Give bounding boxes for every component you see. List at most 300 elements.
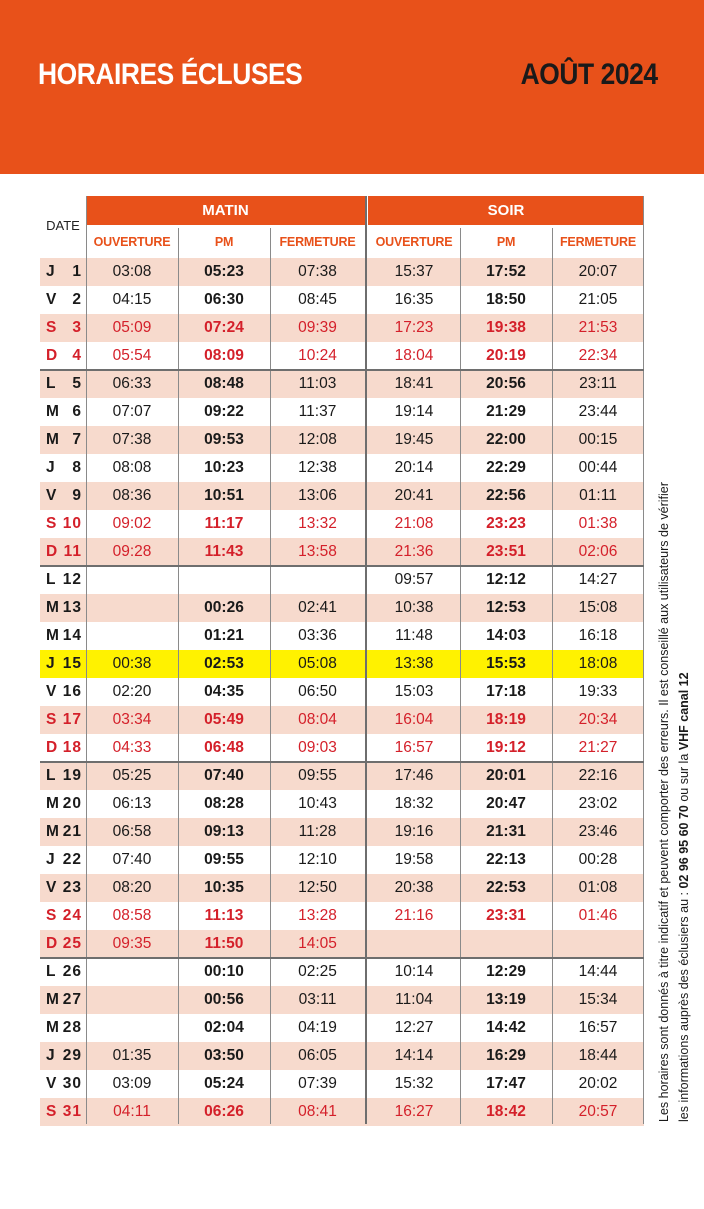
time-cell: 09:35 <box>112 935 152 952</box>
time-cell: 08:41 <box>298 1103 337 1120</box>
time-cell <box>86 594 178 622</box>
table-row <box>40 1042 644 1070</box>
week-separator <box>40 761 644 763</box>
time-cell: 15:32 <box>394 1075 434 1092</box>
time-cell: 04:19 <box>298 1019 337 1036</box>
time-cell <box>86 958 178 986</box>
time-cell: 20:07 <box>578 263 618 280</box>
schedule-table <box>40 258 644 1126</box>
day-letter: L <box>46 963 57 980</box>
table-row <box>40 370 644 398</box>
time-cell: 21:31 <box>486 823 526 840</box>
time-cell: 07:38 <box>112 431 152 448</box>
time-cell: 20:02 <box>578 1075 618 1092</box>
date-cell <box>40 818 86 846</box>
time-cell: 07:07 <box>112 403 152 420</box>
time-cell: 19:38 <box>486 319 526 336</box>
time-cell: 09:22 <box>204 403 244 420</box>
time-cell: 20:14 <box>394 459 434 476</box>
day-letter: V <box>46 1075 58 1092</box>
time-cell: 01:21 <box>204 627 244 644</box>
day-letter: M <box>46 403 60 420</box>
time-cell: 18:42 <box>486 1103 526 1120</box>
time-cell: 09:03 <box>298 739 337 756</box>
time-cell: 04:11 <box>113 1103 151 1120</box>
date-cell <box>40 734 86 762</box>
time-cell: 18:32 <box>394 795 434 812</box>
time-cell: 19:58 <box>394 851 434 868</box>
day-letter: J <box>46 459 56 476</box>
time-cell: 20:38 <box>394 879 434 896</box>
time-cell: 22:53 <box>486 879 526 896</box>
disclaimer-note <box>654 262 698 1122</box>
date-cell <box>40 1098 86 1126</box>
group-header-soir: SOIR <box>368 196 644 225</box>
time-cell: 21:08 <box>394 515 434 532</box>
date-cell <box>40 370 86 398</box>
time-cell: 00:44 <box>578 459 618 476</box>
date-cell <box>40 902 86 930</box>
time-cell: 07:24 <box>204 319 244 336</box>
grid-line <box>86 196 87 1124</box>
time-cell: 05:09 <box>112 319 152 336</box>
time-cell: 11:04 <box>395 991 433 1008</box>
time-cell: 23:11 <box>579 375 617 392</box>
time-cell: 14:42 <box>486 1019 526 1036</box>
day-number: 12 <box>62 571 82 588</box>
day-letter: J <box>46 851 56 868</box>
day-letter: S <box>46 1103 58 1120</box>
time-cell: 08:08 <box>112 459 152 476</box>
day-letter: V <box>46 291 58 308</box>
page-title: HORAIRES ÉCLUSES <box>38 58 303 91</box>
time-cell: 12:29 <box>486 963 526 980</box>
time-cell <box>368 930 460 958</box>
time-cell: 13:32 <box>298 515 337 532</box>
time-cell: 12:50 <box>298 879 337 896</box>
table-row <box>40 986 644 1014</box>
time-cell: 11:13 <box>204 907 244 924</box>
time-cell: 16:35 <box>394 291 434 308</box>
time-cell: 19:12 <box>486 739 526 756</box>
table-row <box>40 874 644 902</box>
time-cell: 08:48 <box>204 375 244 392</box>
time-cell: 14:05 <box>298 935 337 952</box>
time-cell: 09:13 <box>204 823 244 840</box>
time-cell <box>460 930 552 958</box>
day-letter: S <box>46 711 58 728</box>
col-header-soir-fermeture: FERMETURE <box>560 235 636 249</box>
time-cell: 04:15 <box>112 291 152 308</box>
time-cell: 08:20 <box>112 879 152 896</box>
time-cell: 21:27 <box>578 739 618 756</box>
time-cell: 08:28 <box>204 795 244 812</box>
grid-line <box>178 228 179 1124</box>
time-cell: 06:30 <box>204 291 244 308</box>
day-number: 17 <box>62 711 82 728</box>
time-cell: 17:52 <box>486 263 526 280</box>
table-row <box>40 958 644 986</box>
date-cell <box>40 426 86 454</box>
date-cell <box>40 1042 86 1070</box>
time-cell: 18:08 <box>578 655 618 672</box>
date-cell <box>40 930 86 958</box>
time-cell: 05:08 <box>298 655 337 672</box>
time-cell: 10:38 <box>394 599 434 616</box>
time-cell: 10:43 <box>298 795 337 812</box>
time-cell: 01:38 <box>578 515 618 532</box>
table-row <box>40 818 644 846</box>
day-number: 2 <box>72 291 82 308</box>
time-cell: 10:24 <box>298 347 337 364</box>
date-cell <box>40 482 86 510</box>
time-cell: 17:46 <box>394 767 434 784</box>
time-cell: 21:05 <box>578 291 618 308</box>
day-number: 8 <box>72 459 82 476</box>
time-cell: 19:33 <box>578 683 618 700</box>
disclaimer-line-2: les informations auprès des éclusiers au : 02 96 95 60 70 ou sur la VHF canal 12 <box>677 672 691 1122</box>
table-row <box>40 650 644 678</box>
date-cell <box>40 678 86 706</box>
day-letter: M <box>46 795 60 812</box>
time-cell: 15:37 <box>394 263 434 280</box>
day-letter: D <box>46 543 59 560</box>
time-cell: 10:23 <box>204 459 244 476</box>
time-cell: 02:20 <box>112 683 152 700</box>
day-number: 9 <box>72 487 82 504</box>
time-cell: 07:38 <box>298 263 337 280</box>
grid-line <box>270 228 271 1124</box>
time-cell: 17:23 <box>394 319 434 336</box>
day-letter: L <box>46 571 57 588</box>
day-number: 3 <box>72 319 82 336</box>
day-letter: J <box>46 263 56 280</box>
time-cell: 03:08 <box>112 263 152 280</box>
day-letter: V <box>46 683 58 700</box>
col-header-soir-ouverture: OUVERTURE <box>375 235 453 249</box>
time-cell: 21:16 <box>394 907 434 924</box>
time-cell: 01:46 <box>578 907 618 924</box>
time-cell: 05:23 <box>204 263 244 280</box>
date-cell <box>40 706 86 734</box>
day-letter: M <box>46 991 60 1008</box>
time-cell: 21:29 <box>486 403 526 420</box>
time-cell: 16:57 <box>394 739 434 756</box>
table-row <box>40 594 644 622</box>
time-cell: 13:58 <box>298 543 337 560</box>
day-letter: J <box>46 655 56 672</box>
day-number: 4 <box>72 347 82 364</box>
time-cell: 02:04 <box>204 1019 244 1036</box>
time-cell: 19:14 <box>394 403 434 420</box>
day-number: 15 <box>62 655 82 672</box>
day-number: 20 <box>62 795 82 812</box>
table-row <box>40 678 644 706</box>
day-letter: M <box>46 823 60 840</box>
date-cell <box>40 566 86 594</box>
time-cell: 09:53 <box>204 431 244 448</box>
time-cell <box>86 986 178 1014</box>
time-cell: 11:43 <box>204 543 244 560</box>
date-cell <box>40 958 86 986</box>
time-cell: 18:04 <box>394 347 434 364</box>
time-cell: 19:45 <box>394 431 434 448</box>
time-cell: 01:11 <box>579 487 617 504</box>
time-cell: 16:18 <box>578 627 618 644</box>
week-separator <box>40 565 644 567</box>
week-separator <box>40 957 644 959</box>
day-letter: S <box>46 515 58 532</box>
date-cell <box>40 510 86 538</box>
time-cell <box>178 566 270 594</box>
table-row <box>40 510 644 538</box>
time-cell: 22:56 <box>486 487 526 504</box>
day-number: 27 <box>62 991 82 1008</box>
time-cell: 14:03 <box>486 627 526 644</box>
date-cell <box>40 454 86 482</box>
day-number: 11 <box>63 543 82 560</box>
time-cell: 08:09 <box>204 347 244 364</box>
day-number: 31 <box>62 1103 82 1120</box>
time-cell: 06:33 <box>112 375 152 392</box>
time-cell: 16:29 <box>486 1047 526 1064</box>
time-cell: 17:47 <box>486 1075 526 1092</box>
week-separator <box>40 369 644 371</box>
date-cell <box>40 790 86 818</box>
day-letter: S <box>46 319 58 336</box>
day-number: 1 <box>72 263 82 280</box>
time-cell: 00:26 <box>204 599 244 616</box>
time-cell: 03:11 <box>298 991 337 1008</box>
time-cell: 12:08 <box>298 431 337 448</box>
table-row <box>40 930 644 958</box>
col-header-matin-fermeture: FERMETURE <box>279 235 356 249</box>
time-cell: 18:50 <box>486 291 526 308</box>
time-cell: 16:04 <box>394 711 434 728</box>
time-cell: 15:03 <box>394 683 434 700</box>
time-cell: 09:02 <box>112 515 152 532</box>
time-cell: 22:13 <box>486 851 526 868</box>
table-row <box>40 706 644 734</box>
day-number: 19 <box>62 767 82 784</box>
time-cell: 20:57 <box>578 1103 618 1120</box>
disclaimer-line-1: Les horaires sont donnés à titre indicatif et peuvent comporter des erreurs. Il est conseillé aux utilisateurs de vérifier <box>657 482 671 1122</box>
time-cell: 23:23 <box>486 515 526 532</box>
table-row <box>40 398 644 426</box>
time-cell: 11:37 <box>298 403 337 420</box>
table-row <box>40 790 644 818</box>
day-number: 13 <box>62 599 82 616</box>
day-number: 18 <box>62 739 82 756</box>
grid-line <box>643 196 644 1124</box>
time-cell: 08:45 <box>298 291 337 308</box>
table-row <box>40 426 644 454</box>
time-cell: 20:01 <box>486 767 526 784</box>
day-number: 22 <box>62 851 82 868</box>
date-cell <box>40 622 86 650</box>
vhf-channel: VHF canal 12 <box>677 672 691 751</box>
time-cell: 00:56 <box>204 991 244 1008</box>
time-cell: 22:34 <box>578 347 618 364</box>
time-cell: 16:57 <box>578 1019 618 1036</box>
time-cell <box>552 930 644 958</box>
table-row <box>40 1070 644 1098</box>
day-number: 26 <box>62 963 82 980</box>
header-banner <box>0 0 704 174</box>
table-row <box>40 1014 644 1042</box>
day-letter: J <box>46 1047 56 1064</box>
time-cell: 08:36 <box>112 487 152 504</box>
time-cell: 20:41 <box>394 487 434 504</box>
date-cell <box>40 258 86 286</box>
col-header-matin-ouverture: OUVERTURE <box>93 235 171 249</box>
time-cell: 18:19 <box>486 711 526 728</box>
time-cell: 05:54 <box>112 347 152 364</box>
date-column-header: DATE <box>46 218 80 233</box>
time-cell: 20:56 <box>486 375 526 392</box>
time-cell: 02:25 <box>298 963 337 980</box>
time-cell: 03:36 <box>298 627 337 644</box>
time-cell: 01:08 <box>578 879 618 896</box>
time-cell: 09:55 <box>298 767 337 784</box>
time-cell: 05:49 <box>204 711 244 728</box>
date-cell <box>40 1070 86 1098</box>
day-number: 7 <box>72 431 82 448</box>
day-number: 25 <box>62 935 82 952</box>
time-cell: 15:34 <box>578 991 618 1008</box>
time-cell: 20:34 <box>578 711 618 728</box>
day-number: 10 <box>62 515 82 532</box>
time-cell: 15:08 <box>578 599 618 616</box>
time-cell: 00:28 <box>578 851 618 868</box>
time-cell: 00:15 <box>578 431 618 448</box>
time-cell: 20:47 <box>486 795 526 812</box>
table-row <box>40 342 644 370</box>
time-cell: 06:58 <box>112 823 152 840</box>
time-cell: 06:26 <box>204 1103 244 1120</box>
time-cell <box>270 566 365 594</box>
time-cell: 13:28 <box>298 907 337 924</box>
day-number: 14 <box>62 627 82 644</box>
time-cell: 08:58 <box>112 907 152 924</box>
time-cell: 13:06 <box>298 487 337 504</box>
date-cell <box>40 538 86 566</box>
time-cell: 12:53 <box>486 599 526 616</box>
time-cell: 23:44 <box>578 403 618 420</box>
time-cell: 05:25 <box>112 767 152 784</box>
day-number: 21 <box>62 823 82 840</box>
time-cell: 04:35 <box>204 683 244 700</box>
day-letter: M <box>46 431 60 448</box>
date-cell <box>40 1014 86 1042</box>
time-cell: 22:29 <box>486 459 526 476</box>
grid-line <box>365 196 367 1124</box>
time-cell: 07:40 <box>204 767 244 784</box>
time-cell: 03:50 <box>204 1047 244 1064</box>
time-cell: 17:18 <box>486 683 526 700</box>
time-cell: 11:28 <box>298 823 337 840</box>
day-letter: M <box>46 1019 60 1036</box>
time-cell: 04:33 <box>112 739 152 756</box>
date-cell <box>40 650 86 678</box>
time-cell: 07:40 <box>112 851 152 868</box>
time-cell: 01:35 <box>112 1047 152 1064</box>
time-cell: 09:28 <box>112 543 152 560</box>
time-cell: 12:38 <box>298 459 337 476</box>
time-cell: 18:41 <box>394 375 434 392</box>
date-cell <box>40 594 86 622</box>
time-cell: 22:16 <box>578 767 618 784</box>
date-cell <box>40 286 86 314</box>
day-letter: D <box>46 935 59 952</box>
col-header-matin-pm: PM <box>214 235 234 249</box>
table-row <box>40 482 644 510</box>
time-cell: 14:27 <box>578 571 618 588</box>
time-cell: 13:38 <box>394 655 434 672</box>
day-letter: V <box>46 879 58 896</box>
time-cell: 19:16 <box>394 823 434 840</box>
day-number: 30 <box>62 1075 82 1092</box>
time-cell: 12:27 <box>394 1019 434 1036</box>
day-number: 29 <box>62 1047 82 1064</box>
time-cell: 11:50 <box>204 935 244 952</box>
time-cell: 06:50 <box>298 683 337 700</box>
time-cell: 18:44 <box>578 1047 618 1064</box>
grid-line <box>552 228 553 1124</box>
table-row <box>40 1098 644 1126</box>
date-cell <box>40 846 86 874</box>
time-cell: 10:14 <box>394 963 434 980</box>
date-cell <box>40 342 86 370</box>
time-cell: 23:31 <box>486 907 526 924</box>
table-row <box>40 286 644 314</box>
time-cell: 23:02 <box>578 795 618 812</box>
time-cell: 09:57 <box>394 571 434 588</box>
day-number: 23 <box>62 879 82 896</box>
date-cell <box>40 986 86 1014</box>
table-row <box>40 762 644 790</box>
time-cell <box>86 1014 178 1042</box>
time-cell: 05:24 <box>204 1075 244 1092</box>
time-cell: 22:00 <box>486 431 526 448</box>
day-number: 24 <box>62 907 82 924</box>
time-cell: 03:34 <box>112 711 152 728</box>
date-cell <box>40 874 86 902</box>
time-cell: 21:53 <box>578 319 618 336</box>
date-cell <box>40 398 86 426</box>
time-cell: 09:55 <box>204 851 244 868</box>
time-cell: 02:06 <box>578 543 618 560</box>
table-row <box>40 258 644 286</box>
grid-line <box>460 228 461 1124</box>
day-letter: L <box>46 767 57 784</box>
date-cell <box>40 314 86 342</box>
time-cell: 15:53 <box>486 655 526 672</box>
time-cell: 12:10 <box>298 851 337 868</box>
time-cell: 09:39 <box>298 319 337 336</box>
day-number: 16 <box>62 683 82 700</box>
time-cell: 06:48 <box>204 739 244 756</box>
time-cell: 10:51 <box>204 487 244 504</box>
time-cell: 07:39 <box>298 1075 337 1092</box>
time-cell: 03:09 <box>112 1075 152 1092</box>
time-cell: 11:17 <box>204 515 244 532</box>
table-row <box>40 734 644 762</box>
day-letter: D <box>46 347 59 364</box>
day-letter: M <box>46 627 60 644</box>
col-header-soir-pm: PM <box>496 235 516 249</box>
day-letter: S <box>46 907 58 924</box>
